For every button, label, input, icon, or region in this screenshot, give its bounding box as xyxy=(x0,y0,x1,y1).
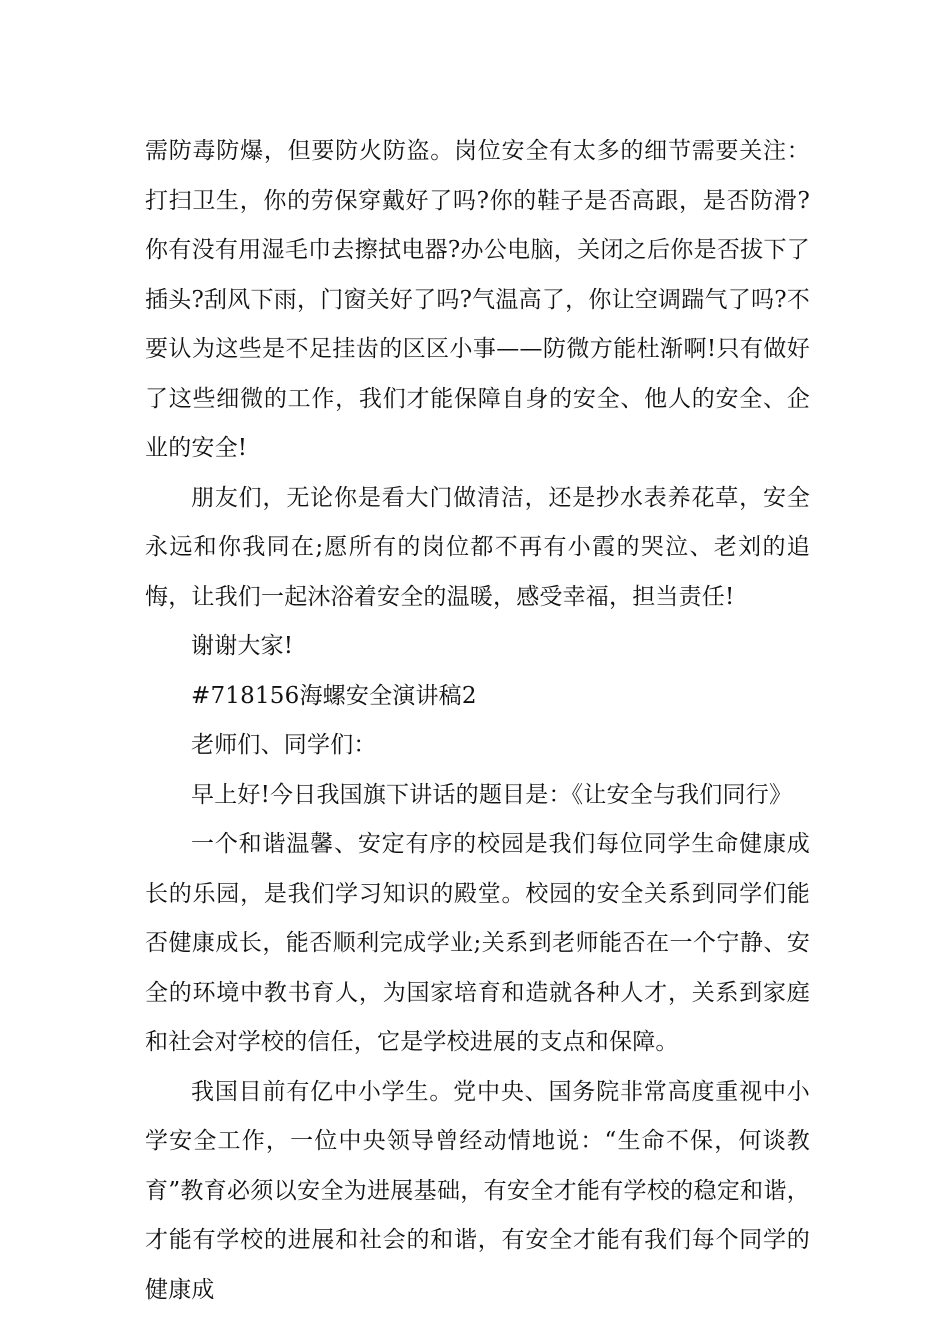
paragraph-salutation: 老师们、同学们： xyxy=(191,732,377,758)
document-body xyxy=(145,127,810,1315)
paragraph-friends: 朋友们，无论你是看大门做清洁，还是抄水表养花草，安全永远和你我同在;愿所有的岗位都不再有小霞的哭泣、老刘的追悔，让我们一起沐浴着安全的温暖，感受幸福，担当责任! xyxy=(145,484,810,610)
section-heading: #718156海螺安全演讲稿2 xyxy=(191,682,477,709)
paragraph-national: 我国目前有亿中小学生。党中央、国务院非常高度重视中小学安全工作，一位中央领导曾经动情地说：“生命不保，何谈教育”教育必须以安全为进展基础，有安全才能有学校的稳定和谐，才能有学校的进展和社会的和谐，有安全才能有我们每个同学的健康成 xyxy=(145,1078,810,1303)
paragraph-safety-details: 需防毒防爆，但要防火防盗。岗位安全有太多的细节需要关注：打扫卫生，你的劳保穿戴好了吗?你的鞋子是否高跟，是否防滑?你有没有用湿毛巾去擦拭电器?办公电脑，关闭之后你是否拔下了插头?刮风下雨，门窗关好了吗?气温高了，你让空调踹气了吗?不要认为这些是不足挂齿的区区小事——防微方能杜渐啊!只有做好了这些细微的工作，我们才能保障自身的安全、他人的安全、企业的安全! xyxy=(145,138,810,461)
paragraph-thanks: 谢谢大家! xyxy=(191,633,294,659)
paragraph-campus: 一个和谐温馨、安定有序的校园是我们每位同学生命健康成长的乐园，是我们学习知识的殿堂。校园的安全关系到同学们能否健康成长，能否顺利完成学业;关系到老师能否在一个宁静、安全的环境中教书育人，为国家培育和造就各种人才，关系到家庭和社会对学校的信任，它是学校进展的支点和保障。 xyxy=(145,831,810,1055)
paragraph-greeting: 早上好!今日我国旗下讲话的题目是：《让安全与我们同行》 xyxy=(191,781,793,808)
